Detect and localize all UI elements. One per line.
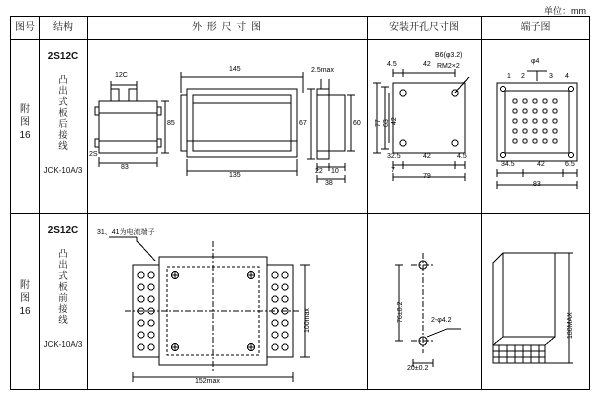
row2-structure-lines [40,249,86,326]
row1-struct-1: 凸 [58,75,68,86]
row2-sub: JCK-10A/3 [43,340,83,349]
row2-mdim-hole: 2-φ4.2 [431,317,452,324]
row1-dim-135: 135 [229,172,241,179]
row1-struct-2: 出 [58,86,68,97]
row1-structure [40,51,86,62]
row2-dim-152: 152max [195,378,220,385]
col-divider-1 [39,17,40,389]
row1-dim-85: 85 [167,120,175,127]
row1-tdim-42: 42 [537,161,545,168]
row1-dim-10: 10 [331,168,339,175]
row1-hole-spec-2: RM2×2 [437,63,460,70]
row1-mdim-45top: 4.5 [387,61,397,68]
header-terminal: 端子图 [520,22,551,33]
header-fig-no: 图号 [15,22,35,33]
row2-outline-svg [89,217,365,389]
row1-dim-38: 38 [325,180,333,187]
row1-tdim-65: 6.5 [565,161,575,168]
header-divider [11,39,589,40]
row2-fig-line2: 图 [20,293,30,304]
row2-terminal-svg [483,217,590,389]
row1-tdim-83: 83 [533,181,541,188]
row1-structure-sub [40,165,86,176]
row1-dim-22: 22 [315,168,323,175]
row2-note: 31、41为电流端子 [97,229,155,236]
row1-dim-12c: 12C [115,72,128,79]
row2-mdim-76: 76±0.2 [397,301,404,323]
row1-tnum-2: 2 [521,73,525,80]
row1-tnum-1: 1 [507,73,511,80]
row1-dim-25max: 2.5max [311,67,334,74]
row1-struct-6: 接 [58,130,68,141]
row1-mdim-77: 77 [375,119,382,127]
row1-tdim-phi4: φ4 [531,58,540,65]
row2-struct-1: 凸 [58,249,68,260]
row2-struct-4: 板 [58,282,68,293]
header-mounting: 安装开孔尺寸图 [389,22,459,33]
row1-dim-60: 60 [353,120,361,127]
row1-struct-4: 板 [58,108,68,119]
row2-outline-drawing [89,217,365,389]
row2-dim-100: 100max [304,308,311,333]
row1-mdim-79: 79 [423,173,431,180]
row2-mdim-20: 20±0.2 [407,365,429,372]
row1-mdim-63: 63 [383,119,390,127]
row2-mounting-svg [369,217,481,389]
row1-mdim-7: 7 [391,167,395,174]
header-structure: 结构 [53,22,73,33]
row2-structure [40,225,86,236]
header-outline: 外 形 尺 寸 图 [191,22,263,33]
row1-struct-7: 线 [58,141,68,152]
col-divider-4 [481,17,482,389]
row1-tnum-3: 3 [549,73,553,80]
row1-tdim-345: 34.5 [501,161,515,168]
row1-mounting-drawing [369,41,481,211]
dimension-table [10,16,590,390]
row2-struct-2: 出 [58,260,68,271]
row1-mdim-42top: 42 [423,61,431,68]
row2-terminal-drawing [483,217,590,389]
row1-dim-67: 67 [299,120,307,127]
row1-fig-line2: 图 [20,117,30,128]
row-divider [11,213,589,214]
row2-structure-sub [40,339,86,350]
row1-mdim-325: 32.5 [387,153,401,160]
row1-fig-line3: 16 [19,130,31,141]
row2-tdim-180: 180MAX [567,312,574,339]
row1-dim-2s: 2S [89,151,98,158]
row2-fig-line1: 附 [20,280,30,291]
row1-tnum-4: 4 [565,73,569,80]
row2-struct-3: 式 [58,271,68,282]
row1-sub: JCK-10A/3 [43,166,83,175]
row1-dim-83: 83 [121,164,129,171]
row1-struct-5: 后 [58,119,68,130]
row2-struct-7: 线 [58,315,68,326]
row1-fig-no [11,103,39,142]
row1-model: 2S12C [47,51,79,62]
row1-structure-lines [40,75,86,152]
col-divider-3 [367,17,368,389]
col-divider-2 [87,17,88,389]
row1-struct-3: 式 [58,97,68,108]
row1-outline-drawing [89,41,365,211]
row1-fig-line1: 附 [20,104,30,115]
row2-mounting-drawing [369,217,481,389]
row1-hole-spec-1: B6(φ3.2) [435,52,463,59]
row2-struct-5: 前 [58,293,68,304]
row1-mdim-42: 42 [391,117,398,125]
row2-fig-no [11,279,39,318]
row1-mdim-45bot: 4.5 [457,153,467,160]
row2-struct-6: 接 [58,304,68,315]
row1-dim-145: 145 [229,66,241,73]
row2-model: 2S12C [47,225,79,236]
row1-mdim-42bot: 42 [423,153,431,160]
unit-label: 单位：mm [544,6,586,16]
row2-fig-line3: 16 [19,306,31,317]
row1-terminal-drawing [483,41,590,211]
